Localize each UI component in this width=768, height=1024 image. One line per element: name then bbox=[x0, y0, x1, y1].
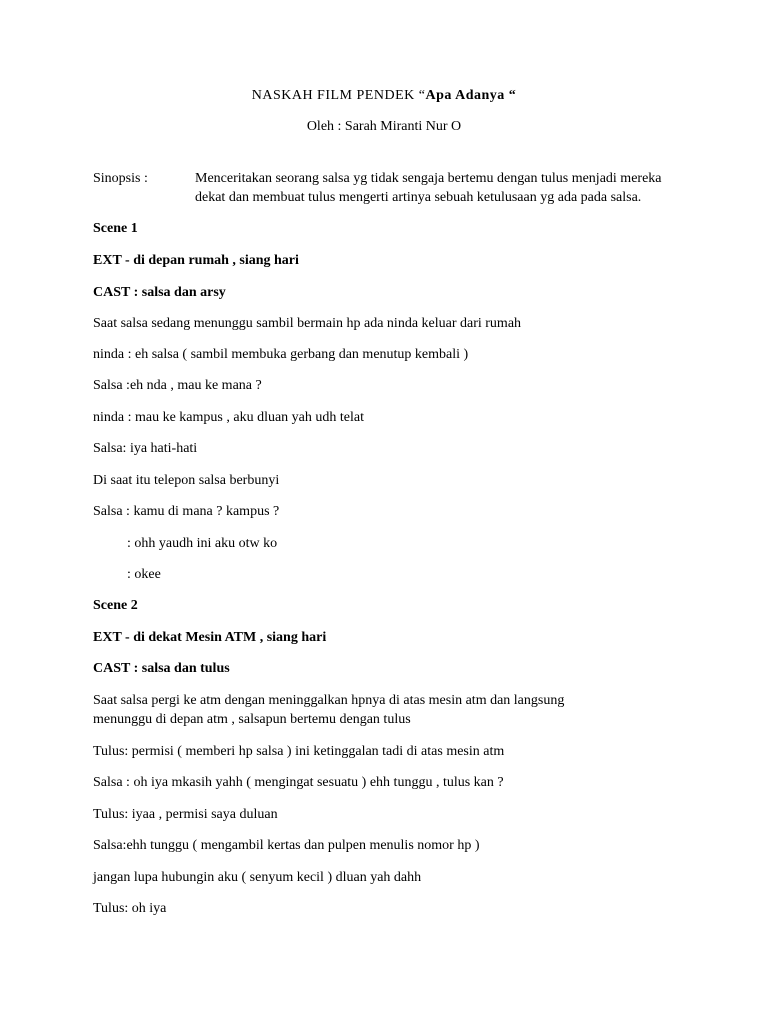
scene-2-line: Tulus: oh iya bbox=[93, 901, 167, 916]
scene-2-line: Saat salsa pergi ke atm dengan meninggalkan hpnya di atas mesin atm dan langsung bbox=[93, 693, 565, 708]
scene-2-setting: EXT - di dekat Mesin ATM , siang hari bbox=[93, 630, 327, 645]
scene-2-line: Tulus: permisi ( memberi hp salsa ) ini ketinggalan tadi di atas mesin atm bbox=[93, 744, 505, 759]
scene-1-heading: Scene 1 bbox=[93, 221, 138, 236]
document-title bbox=[0, 87, 768, 105]
scene-2-cast: CAST : salsa dan tulus bbox=[93, 661, 230, 676]
synopsis-line-2: dekat dan membuat tulus mengerti artinya sebuah ketulusaan yg ada pada salsa. bbox=[195, 190, 642, 205]
scene-1-line: ninda : eh salsa ( sambil membuka gerbang dan menutup kembali ) bbox=[93, 347, 469, 362]
scene-1-line: : ohh yaudh ini aku otw ko bbox=[127, 536, 278, 551]
scene-1-line: Salsa: iya hati-hati bbox=[93, 441, 198, 456]
scene-2-line: Tulus: iyaa , permisi saya duluan bbox=[93, 807, 278, 822]
scene-1-line: Di saat itu telepon salsa berbunyi bbox=[93, 473, 280, 488]
scene-1-line: Salsa : kamu di mana ? kampus ? bbox=[93, 504, 280, 519]
synopsis-line-1: Menceritakan seorang salsa yg tidak sengaja bertemu dengan tulus menjadi mereka bbox=[195, 171, 662, 186]
synopsis-label: Sinopsis : bbox=[93, 171, 148, 186]
scene-1-line: : okee bbox=[127, 567, 161, 582]
scene-2-heading: Scene 2 bbox=[93, 598, 138, 613]
scene-1-cast: CAST : salsa dan arsy bbox=[93, 285, 226, 300]
scene-1-setting: EXT - di depan rumah , siang hari bbox=[93, 253, 299, 268]
author-line: Oleh : Sarah Miranti Nur O bbox=[306, 119, 462, 134]
title-prefix: NASKAH FILM PENDEK “ bbox=[251, 88, 426, 103]
title-film-name: Apa Adanya “ bbox=[425, 88, 517, 103]
scene-1-line: Saat salsa sedang menunggu sambil bermain hp ada ninda keluar dari rumah bbox=[93, 316, 522, 331]
scene-2-line: Salsa : oh iya mkasih yahh ( mengingat sesuatu ) ehh tunggu , tulus kan ? bbox=[93, 775, 504, 790]
scene-2-line: jangan lupa hubungin aku ( senyum kecil ) dluan yah dahh bbox=[93, 870, 422, 885]
scene-1-line: Salsa :eh nda , mau ke mana ? bbox=[93, 378, 262, 393]
scene-1-line: ninda : mau ke kampus , aku dluan yah udh telat bbox=[93, 410, 364, 425]
scene-2-line: menunggu di depan atm , salsapun bertemu dengan tulus bbox=[93, 712, 411, 727]
scene-2-line: Salsa:ehh tunggu ( mengambil kertas dan pulpen menulis nomor hp ) bbox=[93, 838, 480, 853]
